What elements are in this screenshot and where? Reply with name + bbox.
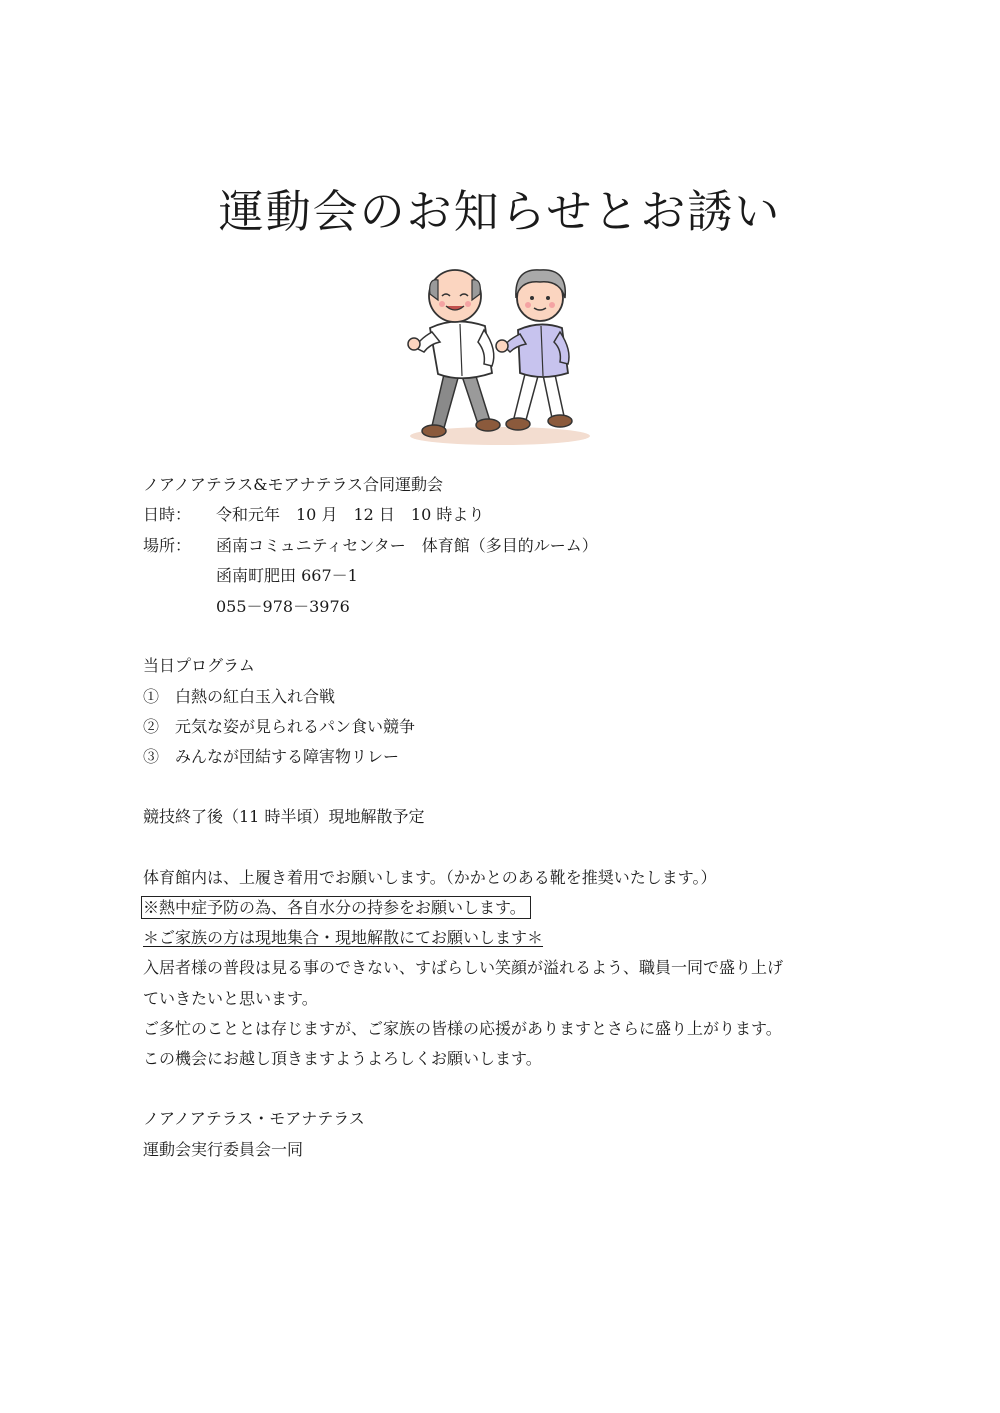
shoes-note: 体育館内は、上履き着用でお願いします。（かかとのある靴を推奨いたします。） [143,868,717,887]
program-heading: 当日プログラム [143,656,255,675]
family-note-text: ＊ご家族の方は現地集合・現地解散にてお願いします＊ [143,928,544,947]
program-item: ① 白熱の紅白玉入れ合戦 [143,687,336,706]
program-item: ③ みんなが団結する障害物リレー [143,747,400,766]
datetime-value: 令和元年 10 月 12 日 10 時より [216,505,485,524]
datetime-label: 日時： [143,505,192,524]
page-title: 運動会のお知らせとお誘い [218,185,782,238]
signature-org: ノアノアテラス・モアナテラス [143,1109,365,1128]
place-label: 場所： [143,536,192,555]
family-note [143,927,543,949]
message-line: この機会にお越し頂きますようよろしくお願いします。 [143,1049,542,1068]
place-phone: 055－978－3976 [216,597,350,616]
message-line: ていきたいと思います。 [143,989,318,1008]
water-note-box: ※熱中症予防の為、各自水分の持参をお願いします。 [141,896,531,919]
message-line: ご多忙のこととは存じますが、ご家族の皆様の応援がありますとさらに盛り上がります。 [143,1019,782,1038]
place-row [143,535,191,557]
message-line: 入居者様の普段は見る事のできない、すばらしい笑顔が溢れるよう、職員一同で盛り上げ [143,958,784,977]
program-item: ② 元気な姿が見られるパン食い競争 [143,717,416,736]
water-note [143,897,531,919]
elderly-couple-walking-icon [400,258,600,448]
dismissal-note: 競技終了後（11 時半頃）現地解散予定 [143,807,425,826]
signature-committee: 運動会実行委員会一同 [143,1140,304,1159]
place-address: 函南町肥田 667－1 [216,566,358,585]
datetime-row [143,504,191,526]
event-name: ノアノアテラス&モアナテラス合同運動会 [143,475,444,494]
place-venue: 函南コミュニティセンター 体育館（多目的ルーム） [216,536,598,555]
